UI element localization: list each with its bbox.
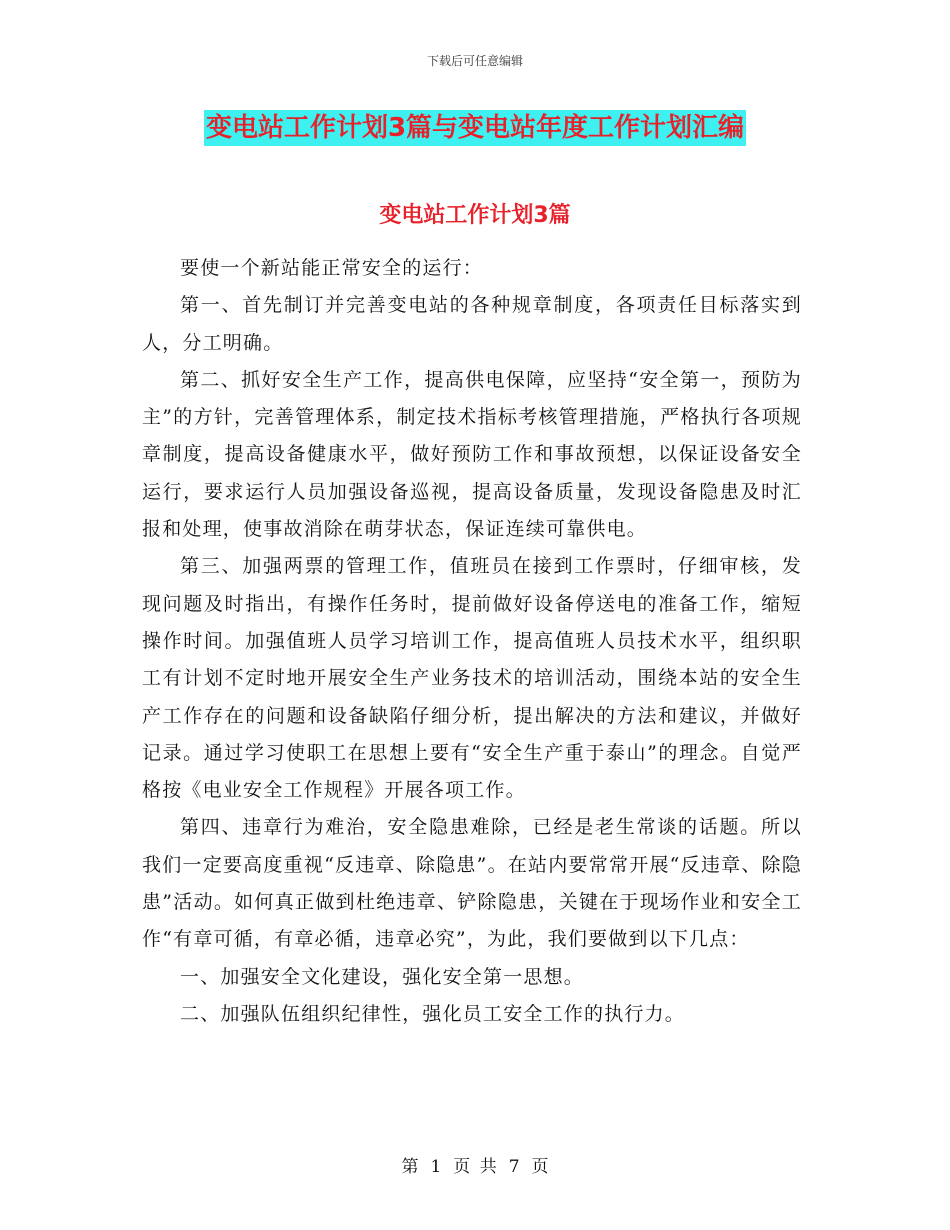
paragraph-third: 第三、加强两票的管理工作，值班员在接到工作票时，仔细审核，发现问题及时指出，有操作任务时，提前做好设备停送电的准备工作，缩短操作时间。加强值班人员学习培训工作，提高值班人员技术水平，组织职工有计划不定时地开展安全生产业务技术的培训活动，围绕本站的安全生产工作存在的问题和设备缺陷仔细分析，提出解决的方法和建议，并做好记录。通过学习使职工在思想上要有“安全生产重于泰山”的理念。自觉严格按《电业安全工作规程》开展各项工作。 (142, 555, 802, 802)
main-title-container (0, 110, 950, 146)
current-page-number: 1 (430, 1157, 442, 1177)
page-footer (0, 1152, 950, 1177)
total-page-number: 7 (508, 1157, 520, 1177)
footer-suffix: 页 (531, 1157, 549, 1177)
header-note: 下载后可任意编辑 (426, 54, 523, 68)
footer-prefix: 第 (401, 1157, 419, 1177)
list-item-two: 二、加强队伍组织纪律性，强化员工安全工作的执行力。 (180, 1002, 686, 1025)
paragraph-fourth: 第四、违章行为难治，安全隐患难除，已经是老生常谈的话题。所以我们一定要高度重视“反违章、除隐患”。在站内要常常开展“反违章、除隐患”活动。如何真正做到杜绝违章、铲除隐患，关键在于现场作业和安全工作“有章可循，有章必循，违章必究”，为此，我们要做到以下几点： (142, 816, 802, 951)
document-body (142, 250, 802, 1033)
paragraph-second: 第二、抓好安全生产工作，提高供电保障，应坚持“安全第一，预防为主”的方针，完善管理体系，制定技术指标考核管理措施，严格执行各项规章制度，提高设备健康水平，做好预防工作和事故预想，以保证设备安全运行，要求运行人员加强设备巡视，提高设备质量，发现设备隐患及时汇报和处理，使事故消除在萌芽状态，保证连续可靠供电。 (142, 368, 802, 541)
list-item-one: 一、加强安全文化建设，强化安全第一思想。 (180, 965, 585, 988)
paragraph-first: 第一、首先制订并完善变电站的各种规章制度，各项责任目标落实到人，分工明确。 (142, 294, 802, 354)
document-title: 变电站工作计划3篇与变电站年度工作计划汇编 (204, 110, 746, 146)
footer-middle: 页 共 (453, 1157, 497, 1177)
paragraph-intro: 要使一个新站能正常安全的运行： (180, 257, 484, 279)
section-title: 变电站工作计划3篇 (379, 203, 571, 228)
